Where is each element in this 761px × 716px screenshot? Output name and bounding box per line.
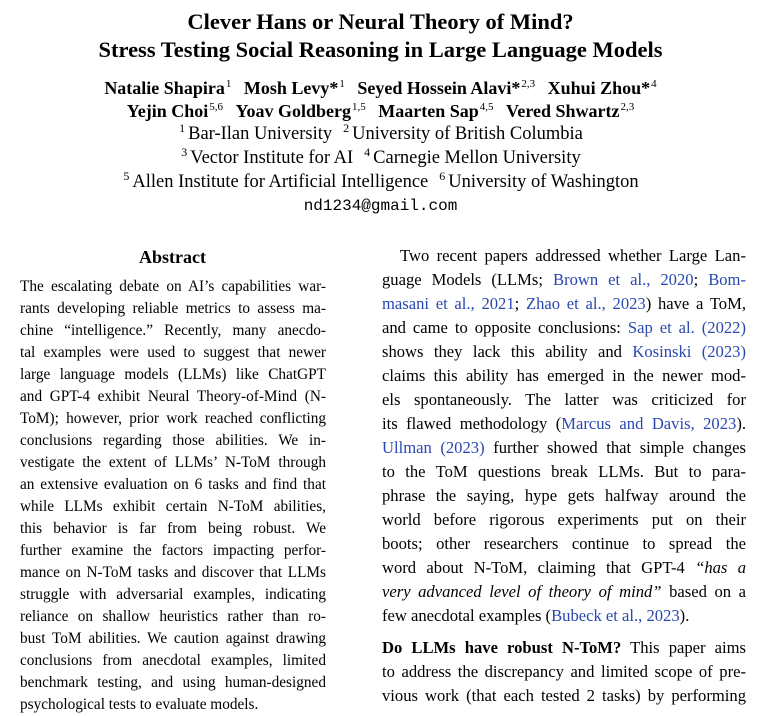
abstract-line: The escalating debate on AI’s capabilities war- xyxy=(20,278,326,295)
abstract-line: an extensive evaluation on 6 tasks and find that xyxy=(20,476,326,493)
abstract-line: ToM); however, prior work reached conflicting xyxy=(20,410,326,427)
paper-title-line-2: Stress Testing Social Reasoning in Large Language Models xyxy=(98,37,663,62)
abstract-line: large language models (LLMs) like ChatGPT xyxy=(20,366,326,383)
author: Natalie Shapira$^1$ xyxy=(104,78,232,98)
author: Seyed Hossein Alavi*$^{2,3}$ xyxy=(357,78,536,98)
paper-title-line-1: Clever Hans or Neural Theory of Mind? xyxy=(187,9,574,34)
abstract-line: further examine the factors impacting perfor- xyxy=(20,542,326,559)
citation-link[interactable]: Brown et al., 2020 xyxy=(553,270,694,289)
abstract-line: bust ToM abilities. We caution against drawing xyxy=(20,630,326,647)
citation-link[interactable]: Bom- xyxy=(708,270,746,289)
abstract-heading: Abstract xyxy=(139,247,206,267)
intro-line: guage Models (LLMs; Brown et al., 2020; Bom- xyxy=(382,270,746,289)
intro-line: masani et al., 2021; Zhao et al., 2023) have a ToM, xyxy=(382,294,746,313)
author: Vered Shwartz$^{2,3}$ xyxy=(506,101,635,121)
intro-line: world before rigorous experiments put on their xyxy=(382,510,746,529)
abstract-line: conclusions regarding those abilities. We in- xyxy=(20,432,326,449)
abstract-line: this behavior is far from being robust. We xyxy=(20,520,326,537)
intro-line: phrase the saying, hype gets halfway around the xyxy=(382,486,746,505)
intro-line: very advanced level of theory of mind” based on a xyxy=(382,582,746,601)
intro-line: boots; other researchers continue to spread the xyxy=(382,534,746,553)
paragraph-heading-line: Do LLMs have robust N-ToM? This paper aims xyxy=(382,638,746,657)
citation-link[interactable]: Zhao et al., 2023 xyxy=(525,294,646,313)
intro-line: word about N-ToM, claiming that GPT-4 “has a xyxy=(382,558,746,577)
contact-email[interactable]: nd1234@gmail.com xyxy=(303,197,458,215)
affiliation-line-2: $^3$ Vector Institute for AI $^4$ Carnegie Mellon University xyxy=(181,145,581,168)
abstract-line: and GPT-4 exhibit Neural Theory-of-Mind (N- xyxy=(20,388,326,405)
author-row-2 xyxy=(0,100,761,122)
citation-link[interactable]: Ullman (2023) xyxy=(382,438,485,457)
abstract-line: psychological tests to evaluate models. xyxy=(20,696,259,713)
paragraph-heading: Do LLMs have robust N-ToM? xyxy=(382,638,622,657)
abstract-line: rants developing reliable metrics to assess ma- xyxy=(20,300,326,317)
citation-link[interactable]: Bubeck et al., 2023 xyxy=(551,606,680,625)
intro-line: few anecdotal examples (Bubeck et al., 2023). xyxy=(382,606,690,625)
affiliation-line-3: $^5$ Allen Institute for Artificial Intelligence $^6$ University of Washington xyxy=(123,169,639,192)
author-row-1 xyxy=(0,77,761,99)
author: Yoav Goldberg$^{1,5}$ xyxy=(235,101,366,121)
citation-link[interactable]: masani et al., 2021 xyxy=(382,294,515,313)
affiliation-line-1: $^1$ Bar-Ilan University $^2$ University of British Columbia xyxy=(179,121,583,144)
abstract-line: vestigate the extent of LLMs’ N-ToM through xyxy=(20,454,326,471)
abstract-line: struggle with adversarial examples, indicating xyxy=(20,586,326,603)
abstract-line: conclusions from anecdotal examples, limited xyxy=(20,652,326,669)
abstract-line: benchmark testing, and using human-designed xyxy=(20,674,326,691)
citation-link[interactable]: Kosinski (2023) xyxy=(632,342,746,361)
intro-line: els spontaneously. The latter was criticized for xyxy=(382,390,746,409)
citation-link[interactable]: Marcus and Davis, 2023 xyxy=(561,414,737,433)
citation-link[interactable]: Sap et al. (2022) xyxy=(627,318,746,337)
intro-line: Ullman (2023) further showed that simple changes xyxy=(382,438,746,457)
intro-line: and came to opposite conclusions: Sap et al. (2022) xyxy=(382,318,746,337)
intro-line: to the ToM questions break LLMs. But to para- xyxy=(382,462,746,481)
abstract-line: tal examples were used to suggest that newer xyxy=(20,344,326,361)
author: Mosh Levy*$^1$ xyxy=(243,78,345,98)
abstract-line: chine “intelligence.” Recently, many anecdo- xyxy=(20,322,326,339)
intro-line: vious work (that each tested 2 tasks) by performing xyxy=(382,686,746,705)
author: Yejin Choi$^{5,6}$ xyxy=(126,101,223,121)
intro-line: shows they lack this ability and Kosinski (2023) xyxy=(382,342,746,361)
intro-line: claims this ability has emerged in the newer mod- xyxy=(382,366,746,385)
intro-line: Two recent papers addressed whether Large Lan- xyxy=(400,246,746,265)
abstract-line: reliance on shallow heuristics rather than ro- xyxy=(20,608,326,625)
intro-line: its flawed methodology (Marcus and Davis, 2023). xyxy=(382,414,746,433)
abstract-line: while LLMs exhibit certain N-ToM abilities, xyxy=(20,498,326,515)
author: Xuhui Zhou*$^4$ xyxy=(547,78,657,98)
intro-line: to address the discrepancy and limited scope of pre- xyxy=(382,662,746,681)
author: Maarten Sap$^{4,5}$ xyxy=(378,101,494,121)
abstract-line: mance on N-ToM tasks and discover that LLMs xyxy=(20,564,326,581)
